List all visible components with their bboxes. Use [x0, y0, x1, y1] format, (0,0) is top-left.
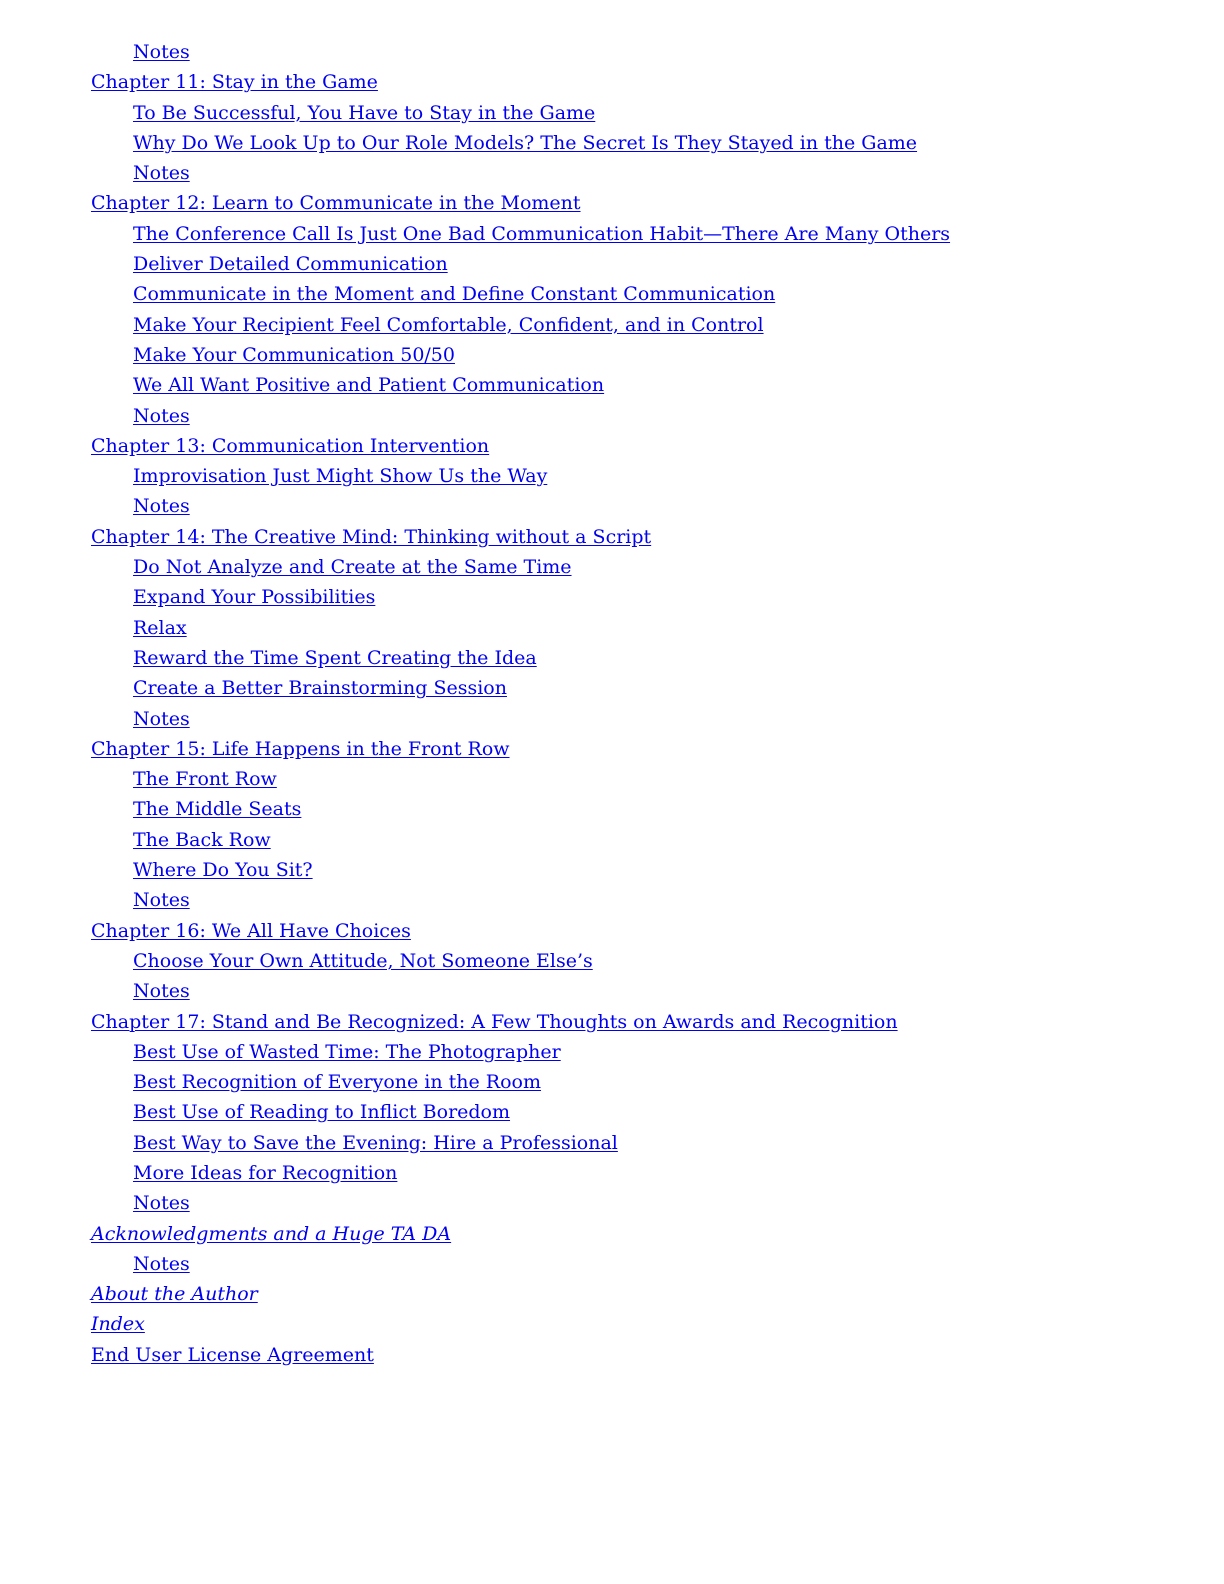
toc-section-link[interactable]: Best Use of Wasted Time: The Photographer [133, 1040, 561, 1063]
toc-section-entry [91, 401, 1191, 431]
toc-section-entry [91, 98, 1191, 128]
toc-chapter-entry [91, 916, 1191, 946]
toc-chapter-entry [91, 431, 1191, 461]
toc-section-link[interactable]: Notes [133, 707, 190, 730]
toc-section-link[interactable]: Where Do You Sit? [133, 859, 313, 882]
toc-chapter-entry [91, 67, 1191, 97]
toc-section-link[interactable]: Notes [133, 889, 190, 912]
toc-section-entry [91, 582, 1191, 612]
toc-section-entry [91, 885, 1191, 915]
toc-section-link[interactable]: Expand Your Possibilities [133, 586, 376, 609]
toc-section-link[interactable]: Best Use of Reading to Inflict Boredom [133, 1101, 511, 1124]
toc-section-entry [91, 370, 1191, 400]
toc-section-link[interactable]: Do Not Analyze and Create at the Same Time [133, 556, 572, 579]
toc-section-entry [91, 704, 1191, 734]
toc-chapter-link[interactable]: Acknowledgments and a Huge TA DA [91, 1222, 452, 1245]
toc-chapter-entry [91, 1007, 1191, 1037]
toc-section-entry [91, 1188, 1191, 1218]
toc-chapter-link[interactable]: Chapter 13: Communication Intervention [91, 434, 490, 457]
toc-section-entry [91, 249, 1191, 279]
toc-chapter-entry [91, 1279, 1191, 1309]
toc-section-link[interactable]: Notes [133, 404, 190, 427]
toc-section-link[interactable]: Notes [133, 1192, 190, 1215]
toc-section-entry [91, 643, 1191, 673]
toc-section-link[interactable]: Communicate in the Moment and Define Constant Communication [133, 283, 776, 306]
toc-chapter-link[interactable]: Chapter 17: Stand and Be Recognized: A Few Thoughts on Awards and Recognition [91, 1010, 898, 1033]
toc-section-link[interactable]: To Be Successful, You Have to Stay in the Game [133, 101, 596, 124]
toc-section-link[interactable]: Notes [133, 41, 190, 63]
toc-section-link[interactable]: Make Your Recipient Feel Comfortable, Confident, and in Control [133, 313, 764, 336]
toc-section-entry [91, 855, 1191, 885]
toc-section-entry [91, 279, 1191, 309]
toc-chapter-entry [91, 522, 1191, 552]
toc-section-entry [91, 976, 1191, 1006]
toc-section-entry [91, 613, 1191, 643]
toc-section-link[interactable]: Notes [133, 162, 190, 185]
toc-section-link[interactable]: Relax [133, 616, 187, 639]
toc-section-link[interactable]: The Middle Seats [133, 798, 302, 821]
toc-section-link[interactable]: More Ideas for Recognition [133, 1161, 398, 1184]
toc-chapter-link[interactable]: Chapter 11: Stay in the Game [91, 71, 378, 94]
toc-section-entry [91, 128, 1191, 158]
toc-chapter-link[interactable]: End User License Agreement [91, 1343, 374, 1366]
toc-section-link[interactable]: Choose Your Own Attitude, Not Someone Else’s [133, 949, 593, 972]
toc-section-link[interactable]: Make Your Communication 50/50 [133, 343, 455, 366]
toc-section-link[interactable]: Why Do We Look Up to Our Role Models? The Secret Is They Stayed in the Game [133, 131, 918, 154]
toc-section-link[interactable]: The Conference Call Is Just One Bad Communication Habit—There Are Many Others [133, 222, 951, 245]
toc-section-entry [91, 491, 1191, 521]
toc-section-entry [91, 764, 1191, 794]
toc-chapter-entry [91, 734, 1191, 764]
toc-section-link[interactable]: Notes [133, 1252, 190, 1275]
toc-chapter-link[interactable]: About the Author [91, 1283, 258, 1306]
toc-section-entry [91, 1097, 1191, 1127]
toc-section-link[interactable]: The Back Row [133, 828, 271, 851]
toc-chapter-link[interactable]: Chapter 14: The Creative Mind: Thinking without a Script [91, 525, 652, 548]
toc-section-entry [91, 1158, 1191, 1188]
toc-section-entry [91, 37, 1191, 67]
table-of-contents [91, 37, 1191, 1370]
toc-section-link[interactable]: Best Way to Save the Evening: Hire a Professional [133, 1131, 618, 1154]
toc-section-entry [91, 1067, 1191, 1097]
toc-chapter-entry [91, 1340, 1191, 1370]
toc-section-entry [91, 673, 1191, 703]
toc-chapter-entry [91, 1309, 1191, 1339]
toc-chapter-entry [91, 188, 1191, 218]
toc-section-link[interactable]: We All Want Positive and Patient Communication [133, 374, 605, 397]
toc-section-entry [91, 1249, 1191, 1279]
toc-section-link[interactable]: The Front Row [133, 768, 277, 791]
toc-section-entry [91, 1128, 1191, 1158]
toc-section-link[interactable]: Notes [133, 980, 190, 1003]
toc-chapter-link[interactable]: Chapter 16: We All Have Choices [91, 919, 411, 942]
toc-section-entry [91, 310, 1191, 340]
toc-section-link[interactable]: Create a Better Brainstorming Session [133, 677, 507, 700]
toc-chapter-entry [91, 1219, 1191, 1249]
toc-section-link[interactable]: Notes [133, 495, 190, 518]
toc-section-entry [91, 340, 1191, 370]
toc-chapter-link[interactable]: Index [91, 1313, 145, 1336]
toc-section-entry [91, 219, 1191, 249]
toc-section-link[interactable]: Reward the Time Spent Creating the Idea [133, 646, 537, 669]
toc-section-link[interactable]: Improvisation Just Might Show Us the Way [133, 465, 548, 488]
toc-section-link[interactable]: Deliver Detailed Communication [133, 253, 448, 276]
toc-chapter-link[interactable]: Chapter 12: Learn to Communicate in the Moment [91, 192, 581, 215]
toc-section-entry [91, 946, 1191, 976]
toc-section-entry [91, 825, 1191, 855]
toc-section-entry [91, 552, 1191, 582]
toc-section-entry [91, 461, 1191, 491]
toc-section-entry [91, 1037, 1191, 1067]
toc-chapter-link[interactable]: Chapter 15: Life Happens in the Front Row [91, 737, 510, 760]
toc-section-entry [91, 794, 1191, 824]
toc-section-link[interactable]: Best Recognition of Everyone in the Room [133, 1071, 542, 1094]
toc-section-entry [91, 158, 1191, 188]
